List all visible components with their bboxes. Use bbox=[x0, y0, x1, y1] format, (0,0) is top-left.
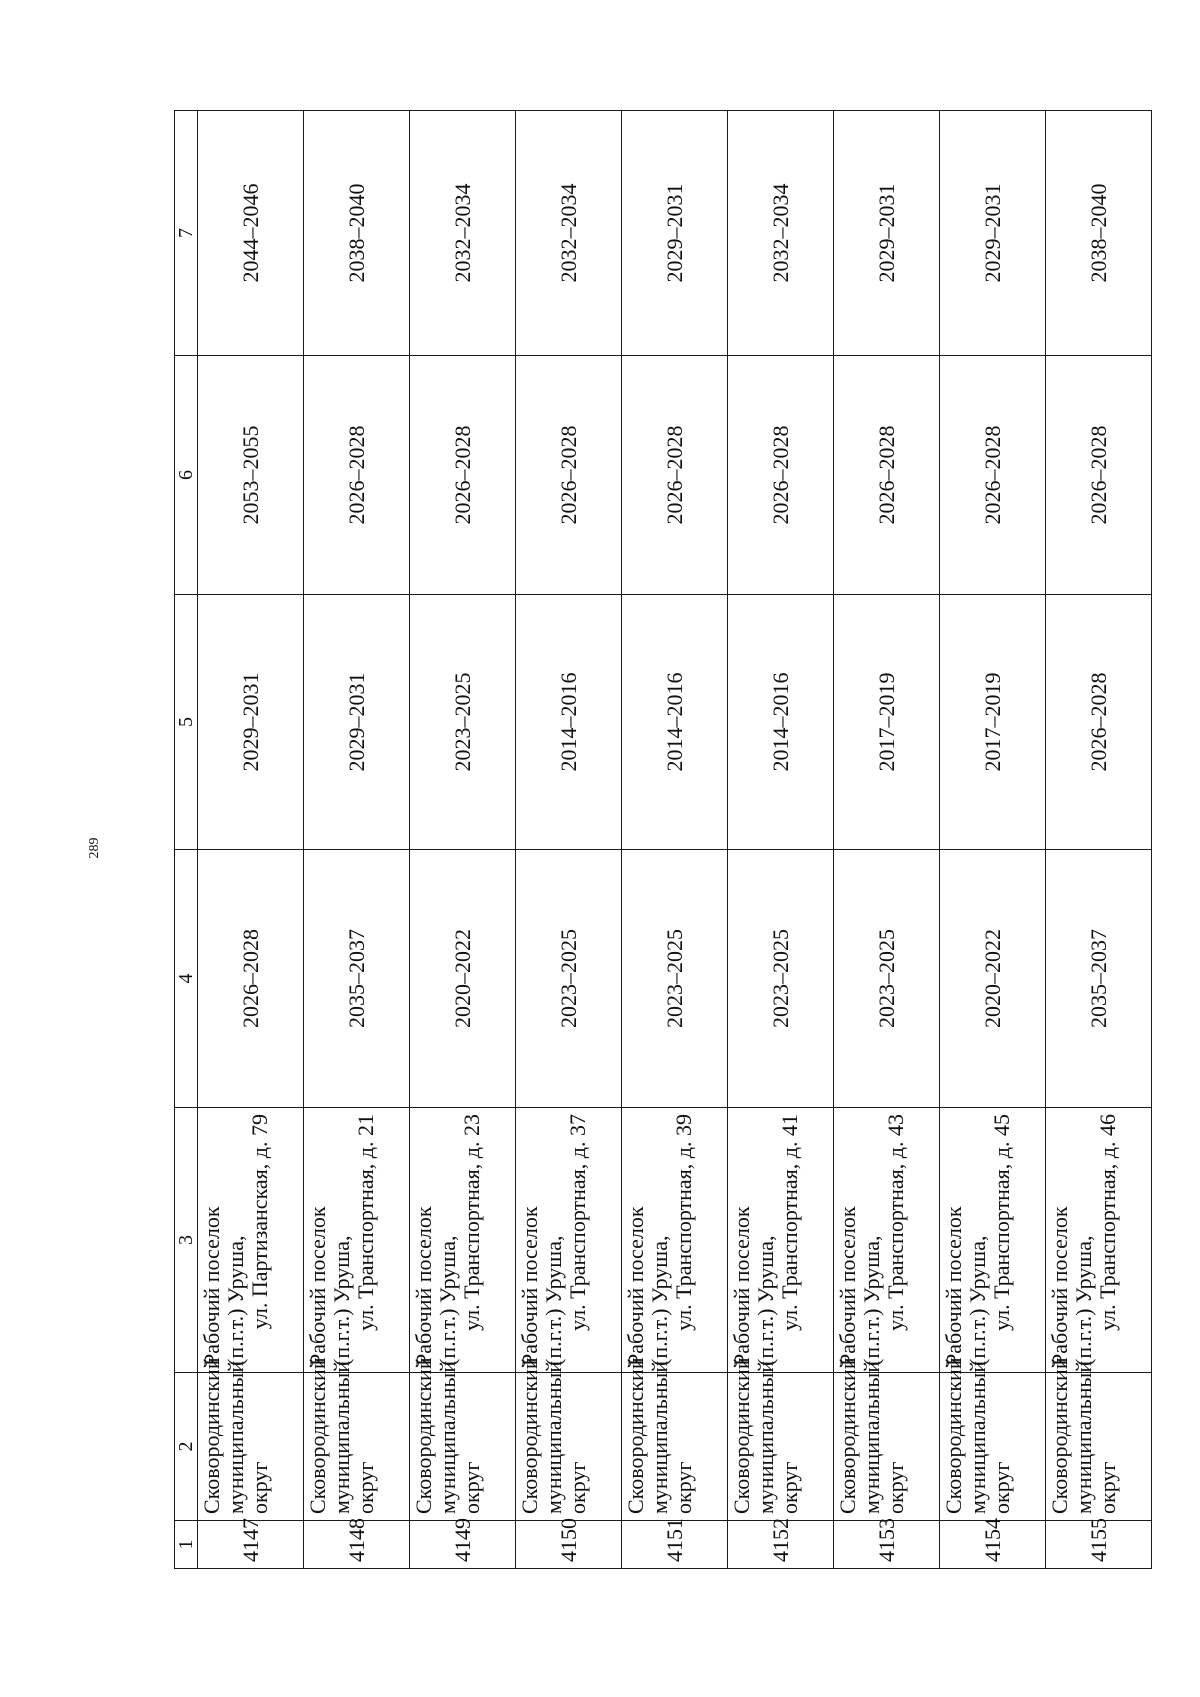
address-line: ул. Партизанская, д. 79 bbox=[247, 1114, 272, 1330]
period-col4: 2023–2025 bbox=[728, 850, 834, 1108]
row-number: 4151 bbox=[622, 1521, 728, 1569]
period-col6: 2053–2055 bbox=[198, 356, 304, 595]
municipality-cell bbox=[410, 1357, 516, 1521]
row-number: 4148 bbox=[304, 1521, 410, 1569]
address-line: Рабочий поселок bbox=[941, 1206, 966, 1366]
table-row bbox=[1046, 111, 1152, 1569]
period-col5: 2014–2016 bbox=[516, 595, 622, 850]
table-row bbox=[728, 111, 834, 1569]
municipality-line: Сковородинский bbox=[835, 1357, 860, 1514]
period-col5: 2023–2025 bbox=[410, 595, 516, 850]
municipality-line: муниципальный bbox=[859, 1360, 884, 1514]
address-line: (п.г.т.) Уруша, bbox=[329, 1235, 354, 1366]
period-col6: 2026–2028 bbox=[410, 356, 516, 595]
column-header: 6 bbox=[175, 356, 198, 595]
municipality-line: округ bbox=[353, 1461, 378, 1514]
period-col5: 2014–2016 bbox=[728, 595, 834, 850]
period-col4: 2035–2037 bbox=[304, 850, 410, 1108]
column-header: 4 bbox=[175, 850, 198, 1108]
period-col5: 2017–2019 bbox=[940, 595, 1046, 850]
municipality-line: муниципальный bbox=[223, 1360, 248, 1514]
row-number: 4155 bbox=[1046, 1521, 1152, 1569]
period-col4: 2020–2022 bbox=[940, 850, 1046, 1108]
page-number: 289 bbox=[87, 837, 102, 859]
period-col4: 2026–2028 bbox=[198, 850, 304, 1108]
period-col5: 2029–2031 bbox=[198, 595, 304, 850]
municipality-line: муниципальный bbox=[329, 1360, 354, 1514]
municipality-cell bbox=[622, 1357, 728, 1521]
municipality-line: муниципальный bbox=[753, 1360, 778, 1514]
row-number: 4153 bbox=[834, 1521, 940, 1569]
header-row bbox=[175, 111, 198, 1569]
municipality-line: Сковородинский bbox=[517, 1357, 542, 1514]
municipality-line: округ bbox=[883, 1461, 908, 1514]
column-header: 3 bbox=[175, 1108, 198, 1373]
address-line: Рабочий поселок bbox=[517, 1206, 542, 1366]
municipality-line: Сковородинский bbox=[411, 1357, 436, 1514]
rotated-table-wrapper bbox=[174, 111, 1152, 1569]
column-header: 5 bbox=[175, 595, 198, 850]
address-cell bbox=[516, 1108, 622, 1373]
address-line: ул. Транспортная, д. 23 bbox=[459, 1114, 484, 1331]
municipality-line: муниципальный bbox=[541, 1360, 566, 1514]
row-number: 4149 bbox=[410, 1521, 516, 1569]
municipality-line: Сковородинский bbox=[941, 1357, 966, 1514]
municipality-line: округ bbox=[989, 1461, 1014, 1514]
municipality-line: Сковородинский bbox=[1047, 1357, 1072, 1514]
period-col4: 2023–2025 bbox=[622, 850, 728, 1108]
period-col7: 2038–2040 bbox=[1046, 111, 1152, 356]
period-col7: 2029–2031 bbox=[834, 111, 940, 356]
municipality-line: муниципальный bbox=[435, 1360, 460, 1514]
period-col7: 2038–2040 bbox=[304, 111, 410, 356]
column-header: 7 bbox=[175, 111, 198, 356]
data-table bbox=[174, 110, 1152, 1569]
address-line: Рабочий поселок bbox=[729, 1206, 754, 1366]
municipality-line: муниципальный bbox=[647, 1360, 672, 1514]
municipality-cell bbox=[516, 1357, 622, 1521]
municipality-cell bbox=[834, 1357, 940, 1521]
period-col7: 2029–2031 bbox=[940, 111, 1046, 356]
municipality-cell bbox=[198, 1357, 304, 1521]
period-col7: 2032–2034 bbox=[728, 111, 834, 356]
period-col7: 2044–2046 bbox=[198, 111, 304, 356]
address-cell bbox=[940, 1108, 1046, 1373]
address-line: ул. Транспортная, д. 39 bbox=[671, 1114, 696, 1331]
municipality-cell bbox=[1046, 1357, 1152, 1521]
period-col7: 2029–2031 bbox=[622, 111, 728, 356]
address-cell bbox=[834, 1108, 940, 1373]
address-line: Рабочий поселок bbox=[1047, 1206, 1072, 1366]
period-col7: 2032–2034 bbox=[516, 111, 622, 356]
period-col6: 2026–2028 bbox=[304, 356, 410, 595]
municipality-cell bbox=[940, 1357, 1046, 1521]
address-line: (п.г.т.) Уруша, bbox=[753, 1235, 778, 1366]
period-col6: 2026–2028 bbox=[728, 356, 834, 595]
municipality-line: округ bbox=[565, 1461, 590, 1514]
period-col5: 2029–2031 bbox=[304, 595, 410, 850]
municipality-line: муниципальный bbox=[1071, 1360, 1096, 1514]
table-row bbox=[516, 111, 622, 1569]
municipality-line: Сковородинский bbox=[305, 1357, 330, 1514]
address-line: (п.г.т.) Уруша, bbox=[647, 1235, 672, 1366]
address-cell bbox=[410, 1108, 516, 1373]
address-line: ул. Транспортная, д. 45 bbox=[989, 1114, 1014, 1331]
municipality-cell bbox=[304, 1357, 410, 1521]
address-line: (п.г.т.) Уруша, bbox=[1071, 1235, 1096, 1366]
period-col5: 2014–2016 bbox=[622, 595, 728, 850]
municipality-line: округ bbox=[459, 1461, 484, 1514]
period-col4: 2023–2025 bbox=[834, 850, 940, 1108]
address-line: Рабочий поселок bbox=[411, 1206, 436, 1366]
row-number: 4147 bbox=[198, 1521, 304, 1569]
municipality-line: Сковородинский bbox=[199, 1357, 224, 1514]
address-line: Рабочий поселок bbox=[199, 1206, 224, 1366]
column-header: 1 bbox=[175, 1521, 198, 1569]
address-cell bbox=[728, 1108, 834, 1373]
row-number: 4154 bbox=[940, 1521, 1046, 1569]
address-line: Рабочий поселок bbox=[835, 1206, 860, 1366]
address-cell bbox=[304, 1108, 410, 1373]
municipality-line: Сковородинский bbox=[623, 1357, 648, 1514]
address-line: (п.г.т.) Уруша, bbox=[435, 1235, 460, 1366]
municipality-line: Сковородинский bbox=[729, 1357, 754, 1514]
table-row bbox=[410, 111, 516, 1569]
period-col7: 2032–2034 bbox=[410, 111, 516, 356]
period-col4: 2020–2022 bbox=[410, 850, 516, 1108]
row-number: 4152 bbox=[728, 1521, 834, 1569]
address-line: ул. Транспортная, д. 21 bbox=[353, 1114, 378, 1331]
period-col6: 2026–2028 bbox=[1046, 356, 1152, 595]
address-line: ул. Транспортная, д. 46 bbox=[1095, 1114, 1120, 1331]
address-line: (п.г.т.) Уруша, bbox=[965, 1235, 990, 1366]
table-row bbox=[940, 111, 1046, 1569]
address-line: (п.г.т.) Уруша, bbox=[541, 1235, 566, 1366]
address-line: ул. Транспортная, д. 37 bbox=[565, 1114, 590, 1331]
address-line: Рабочий поселок bbox=[623, 1206, 648, 1366]
period-col6: 2026–2028 bbox=[940, 356, 1046, 595]
period-col6: 2026–2028 bbox=[622, 356, 728, 595]
table-row bbox=[622, 111, 728, 1569]
municipality-line: муниципальный bbox=[965, 1360, 990, 1514]
address-line: ул. Транспортная, д. 41 bbox=[777, 1114, 802, 1331]
period-col4: 2023–2025 bbox=[516, 850, 622, 1108]
address-cell bbox=[1046, 1108, 1152, 1373]
municipality-line: округ bbox=[247, 1461, 272, 1514]
municipality-line: округ bbox=[671, 1461, 696, 1514]
address-cell bbox=[622, 1108, 728, 1373]
table-row bbox=[834, 111, 940, 1569]
municipality-line: округ bbox=[1095, 1461, 1120, 1514]
address-line: ул. Транспортная, д. 43 bbox=[883, 1114, 908, 1331]
period-col4: 2035–2037 bbox=[1046, 850, 1152, 1108]
address-line: (п.г.т.) Уруша, bbox=[859, 1235, 884, 1366]
table-row bbox=[304, 111, 410, 1569]
table-row bbox=[198, 111, 304, 1569]
municipality-line: округ bbox=[777, 1461, 802, 1514]
municipality-cell bbox=[728, 1357, 834, 1521]
address-line: Рабочий поселок bbox=[305, 1206, 330, 1366]
address-cell bbox=[198, 1108, 304, 1373]
period-col5: 2017–2019 bbox=[834, 595, 940, 850]
period-col5: 2026–2028 bbox=[1046, 595, 1152, 850]
address-line: (п.г.т.) Уруша, bbox=[223, 1235, 248, 1366]
period-col6: 2026–2028 bbox=[834, 356, 940, 595]
period-col6: 2026–2028 bbox=[516, 356, 622, 595]
column-header: 2 bbox=[175, 1373, 198, 1521]
row-number: 4150 bbox=[516, 1521, 622, 1569]
